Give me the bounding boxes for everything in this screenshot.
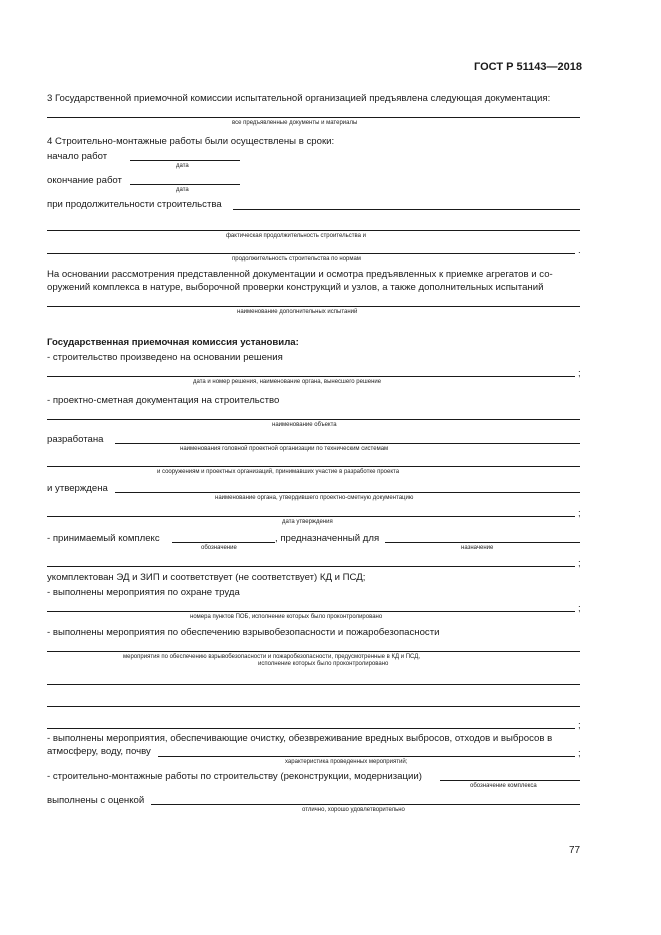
duration-dot: . bbox=[578, 245, 581, 256]
section-3-text: 3 Государственной приемочной комиссии испытательной организацией предъявлена следующая документация: bbox=[47, 93, 551, 104]
documents-caption: все предъявленные документы и материалы bbox=[232, 120, 358, 126]
approval-semicolon: ; bbox=[578, 508, 581, 519]
documents-line[interactable] bbox=[47, 117, 580, 118]
approved-line[interactable] bbox=[115, 492, 580, 493]
start-date-caption: дата bbox=[176, 163, 189, 169]
developed-caption: наименования головной проектной организации по техническим системам bbox=[180, 446, 389, 452]
complex-purpose-caption: назначение bbox=[461, 545, 494, 551]
cleaning-caption: характеристика проведенных мероприятий; bbox=[285, 759, 408, 765]
start-label: начало работ bbox=[47, 151, 108, 162]
basis-line-2: оружений комплекса в натуре, выборочной проверки конструкций и узлов, а также дополнительных испытаний bbox=[47, 282, 544, 293]
approval-date-caption: дата утверждения bbox=[282, 519, 333, 525]
end-label: окончание работ bbox=[47, 175, 122, 186]
duration-caption-1: фактическая продолжительность строительства и bbox=[226, 233, 366, 239]
explosion-line[interactable] bbox=[47, 651, 580, 652]
explosion-caption-2: исполнение которых было проконтролировано bbox=[258, 661, 389, 667]
duration-line-2[interactable] bbox=[47, 230, 580, 231]
explosion-line-3[interactable] bbox=[47, 706, 580, 707]
construction-item: - строительно-монтажные работы по строительству (реконструкции, модернизации) bbox=[47, 771, 422, 782]
developed-label: разработана bbox=[47, 434, 104, 445]
developed-line-2[interactable] bbox=[47, 466, 580, 467]
duration-line-3[interactable] bbox=[47, 253, 575, 254]
labor-caption: номера пунктов ПОБ, исполнение которых было проконтролировано bbox=[190, 614, 383, 620]
tests-line[interactable] bbox=[47, 306, 580, 307]
grade-label: выполнены с оценкой bbox=[47, 795, 145, 806]
duration-line[interactable] bbox=[233, 209, 580, 210]
approved-caption: наименование органа, утвердившего проектно-сметную документацию bbox=[215, 495, 414, 501]
tests-caption: наименование дополнительных испытаний bbox=[237, 309, 358, 315]
explosion-line-2[interactable] bbox=[47, 684, 580, 685]
cleaning-semicolon: ; bbox=[578, 748, 581, 759]
cleaning-line-2: атмосферу, воду, почву bbox=[47, 746, 151, 757]
grade-caption: отлично, хорошо удовлетворительно bbox=[302, 807, 405, 813]
start-date-line[interactable] bbox=[130, 160, 240, 161]
end-date-line[interactable] bbox=[130, 184, 240, 185]
page-number: 77 bbox=[569, 845, 581, 856]
developed-caption-2: и сооружениям и проектных организаций, принимавших участие в разработке проекта bbox=[157, 469, 400, 475]
equipped-text: укомплектован ЭД и ЗИП и соответствует (не соответствует) КД и ПСД; bbox=[47, 572, 366, 583]
complex-designation-caption: обозначение bbox=[201, 545, 237, 551]
basis-line-1: На основании рассмотрения представленной документации и осмотра предъявленных к приемке агрегатов и со- bbox=[47, 269, 553, 280]
cleaning-line-1: - выполнены мероприятия, обеспечивающие очистку, обезвреживание вредных выбросов, отходов и выбросов в bbox=[47, 733, 553, 744]
commission-heading: Государственная приемочная комиссия установила: bbox=[47, 337, 299, 348]
decision-semicolon: ; bbox=[578, 368, 581, 379]
cleaning-fill-line[interactable] bbox=[158, 756, 575, 757]
complex-designation-line[interactable] bbox=[172, 542, 275, 543]
complex-purpose-label: , предназначенный для bbox=[275, 533, 380, 544]
construction-line[interactable] bbox=[440, 780, 580, 781]
explosion-item: - выполнены мероприятия по обеспечению взрывобезопасности и пожаробезопасности bbox=[47, 627, 440, 638]
decision-caption: дата и номер решения, наименование органа, вынесшего решение bbox=[193, 379, 382, 385]
labor-line[interactable] bbox=[47, 611, 575, 612]
complex-purpose-line[interactable] bbox=[385, 542, 580, 543]
duration-label: при продолжительности строительства bbox=[47, 199, 222, 210]
approval-date-line[interactable] bbox=[47, 516, 575, 517]
approved-label: и утверждена bbox=[47, 483, 108, 494]
section-4-text: 4 Строительно-монтажные работы были осуществлены в сроки: bbox=[47, 136, 335, 147]
decision-item: - строительство произведено на основании решения bbox=[47, 352, 283, 363]
design-docs-item: - проектно-сметная документация на строительство bbox=[47, 395, 280, 406]
object-caption: наименование объекта bbox=[272, 422, 337, 428]
duration-caption-2: продолжительность строительства по нормам bbox=[232, 256, 361, 262]
document-code: ГОСТ Р 51143—2018 bbox=[474, 61, 582, 73]
explosion-semicolon: ; bbox=[578, 720, 581, 731]
complex-semicolon: ; bbox=[578, 558, 581, 569]
labor-item: - выполнены мероприятия по охране труда bbox=[47, 587, 240, 598]
complex-line-2[interactable] bbox=[47, 566, 575, 567]
construction-caption: обозначение комплекса bbox=[470, 783, 537, 789]
decision-line[interactable] bbox=[47, 376, 575, 377]
complex-label: - принимаемый комплекс bbox=[47, 533, 160, 544]
labor-semicolon: ; bbox=[578, 603, 581, 614]
end-date-caption: дата bbox=[176, 187, 189, 193]
developed-line[interactable] bbox=[115, 443, 580, 444]
object-line[interactable] bbox=[47, 419, 580, 420]
grade-line[interactable] bbox=[151, 804, 580, 805]
explosion-caption-1: мероприятия по обеспечению взрывобезопасности и пожаробезопасности, предусмотренные в КД и ПСД, bbox=[123, 654, 420, 660]
explosion-line-4[interactable] bbox=[47, 728, 575, 729]
